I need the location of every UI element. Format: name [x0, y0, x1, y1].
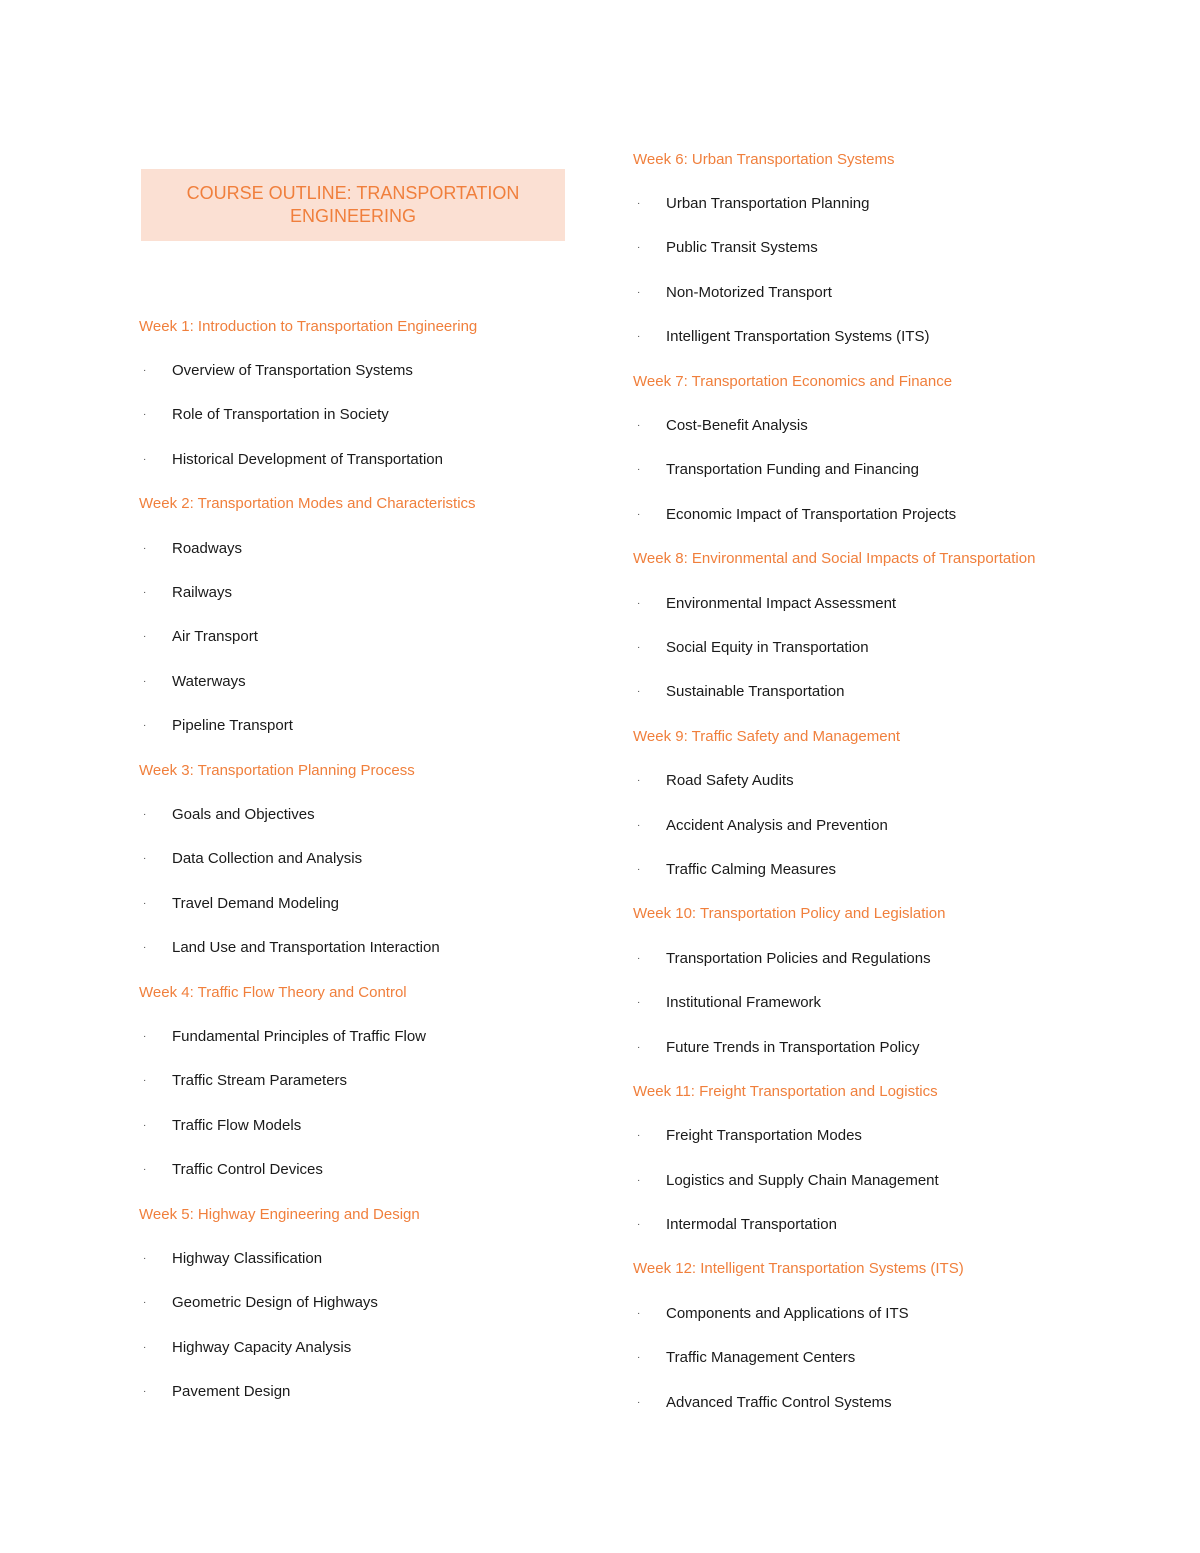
list-item — [139, 393, 477, 437]
list-item-label: Intelligent Transportation Systems (ITS) — [666, 328, 930, 346]
list-item — [139, 615, 477, 659]
week-heading: Week 1: Introduction to Transportation Engineering — [139, 317, 478, 335]
list-item — [633, 1291, 1035, 1335]
list-item — [633, 315, 1035, 359]
bullet-icon: · — [637, 508, 641, 520]
list-item-label: Overview of Transportation Systems — [172, 362, 413, 380]
bullet-icon: · — [143, 453, 147, 465]
bullet-icon: · — [143, 409, 147, 421]
bullet-icon: · — [637, 464, 641, 476]
list-item — [139, 1236, 477, 1280]
list-item — [633, 1202, 1035, 1246]
list-item — [633, 936, 1035, 980]
list-item-label: Components and Applications of ITS — [666, 1304, 909, 1322]
week-section — [633, 137, 1035, 359]
list-item — [633, 803, 1035, 847]
bullet-icon: · — [637, 1041, 641, 1053]
bullet-icon: · — [143, 1075, 147, 1087]
list-item — [633, 448, 1035, 492]
list-item-label: Transportation Policies and Regulations — [666, 949, 931, 967]
list-item-label: Institutional Framework — [666, 994, 822, 1012]
course-title: COURSE OUTLINE: TRANSPORTATION ENGINEERING — [186, 183, 520, 226]
week-heading: Week 12: Intelligent Transportation Systems (ITS) — [633, 1260, 964, 1278]
list-item — [139, 1325, 477, 1369]
week-section — [633, 892, 1035, 1070]
list-item-label: Transportation Funding and Financing — [666, 461, 919, 479]
list-item — [139, 1103, 477, 1147]
list-item-label: Traffic Flow Models — [172, 1116, 302, 1134]
week-section — [139, 304, 477, 482]
bullet-icon: · — [637, 198, 641, 210]
list-item-label: Pipeline Transport — [172, 717, 293, 735]
list-item-label: Logistics and Supply Chain Management — [666, 1171, 939, 1189]
week-section — [633, 1069, 1035, 1247]
bullet-icon: · — [143, 365, 147, 377]
bullet-icon: · — [143, 1386, 147, 1398]
list-item — [633, 1025, 1035, 1069]
list-item — [633, 403, 1035, 447]
list-item — [633, 492, 1035, 536]
left-column — [139, 304, 477, 1414]
bullet-icon: · — [637, 1130, 641, 1142]
bullet-icon: · — [637, 1352, 641, 1364]
bullet-icon: · — [143, 808, 147, 820]
bullet-icon: · — [143, 897, 147, 909]
list-item-label: Sustainable Transportation — [666, 683, 845, 701]
list-item-label: Environmental Impact Assessment — [666, 594, 897, 612]
list-item — [139, 526, 477, 570]
list-item — [633, 1336, 1035, 1380]
week-section — [633, 537, 1035, 715]
list-item-label: Future Trends in Transportation Policy — [666, 1038, 920, 1056]
list-item-label: Highway Capacity Analysis — [172, 1338, 352, 1356]
list-item-label: Advanced Traffic Control Systems — [666, 1393, 892, 1411]
list-item-label: Railways — [172, 584, 233, 602]
list-item — [139, 704, 477, 748]
list-item-label: Social Equity in Transportation — [666, 638, 869, 656]
bullet-icon: · — [637, 952, 641, 964]
week-heading: Week 6: Urban Transportation Systems — [633, 150, 895, 168]
week-heading: Week 10: Transportation Policy and Legislation — [633, 905, 946, 923]
bullet-icon: · — [143, 1119, 147, 1131]
list-item — [633, 226, 1035, 270]
list-item — [139, 1014, 477, 1058]
bullet-icon: · — [143, 1164, 147, 1176]
list-item — [633, 758, 1035, 802]
course-title-box — [141, 169, 565, 241]
list-item — [139, 1369, 477, 1413]
bullet-icon: · — [637, 1396, 641, 1408]
list-item — [633, 581, 1035, 625]
list-item-label: Goals and Objectives — [172, 805, 315, 823]
list-item — [633, 625, 1035, 669]
list-item — [633, 181, 1035, 225]
list-item-label: Traffic Calming Measures — [666, 860, 837, 878]
list-item-label: Land Use and Transportation Interaction — [172, 939, 440, 957]
list-item-label: Role of Transportation in Society — [172, 406, 389, 424]
right-column — [633, 137, 1035, 1424]
week-section — [633, 1247, 1035, 1425]
bullet-icon: · — [637, 641, 641, 653]
list-item-label: Cost-Benefit Analysis — [666, 417, 808, 435]
list-item-label: Accident Analysis and Prevention — [666, 816, 888, 834]
list-item — [139, 570, 477, 614]
bullet-icon: · — [143, 631, 147, 643]
week-heading: Week 11: Freight Transportation and Logistics — [633, 1082, 938, 1100]
bullet-icon: · — [143, 853, 147, 865]
list-item-label: Urban Transportation Planning — [666, 195, 870, 213]
bullet-icon: · — [143, 1030, 147, 1042]
bullet-icon: · — [637, 819, 641, 831]
list-item — [139, 881, 477, 925]
week-heading: Week 4: Traffic Flow Theory and Control — [139, 983, 407, 1001]
list-item — [633, 1380, 1035, 1424]
bullet-icon: · — [637, 331, 641, 343]
list-item-label: Highway Classification — [172, 1249, 323, 1267]
bullet-icon: · — [637, 1219, 641, 1231]
bullet-icon: · — [637, 1307, 641, 1319]
list-item — [139, 1147, 477, 1191]
bullet-icon: · — [143, 542, 147, 554]
bullet-icon: · — [143, 675, 147, 687]
week-section — [139, 748, 477, 970]
list-item — [139, 348, 477, 392]
bullet-icon: · — [637, 242, 641, 254]
list-item-label: Traffic Control Devices — [172, 1161, 323, 1179]
week-heading: Week 5: Highway Engineering and Design — [139, 1205, 420, 1223]
list-item — [139, 437, 477, 481]
bullet-icon: · — [143, 1297, 147, 1309]
week-section — [139, 1192, 477, 1414]
list-item-label: Traffic Management Centers — [666, 1349, 856, 1367]
list-item — [633, 980, 1035, 1024]
bullet-icon: · — [143, 720, 147, 732]
week-heading: Week 3: Transportation Planning Process — [139, 761, 415, 779]
list-item-label: Freight Transportation Modes — [666, 1127, 862, 1145]
list-item-label: Intermodal Transportation — [666, 1216, 837, 1234]
list-item-label: Historical Development of Transportation — [172, 450, 443, 468]
week-section — [139, 970, 477, 1192]
list-item-label: Road Safety Audits — [666, 772, 794, 790]
list-item-label: Data Collection and Analysis — [172, 850, 363, 868]
list-item-label: Geometric Design of Highways — [172, 1294, 378, 1312]
week-section — [139, 482, 477, 748]
list-item-label: Pavement Design — [172, 1383, 291, 1401]
week-heading: Week 8: Environmental and Social Impacts of Transportation — [633, 550, 1036, 568]
list-item — [633, 1114, 1035, 1158]
list-item-label: Economic Impact of Transportation Projects — [666, 505, 957, 523]
list-item-label: Roadways — [172, 539, 243, 557]
bullet-icon: · — [637, 775, 641, 787]
list-item — [139, 925, 477, 969]
list-item — [139, 792, 477, 836]
list-item — [633, 847, 1035, 891]
list-item-label: Non-Motorized Transport — [666, 283, 832, 301]
list-item-label: Traffic Stream Parameters — [172, 1072, 348, 1090]
bullet-icon: · — [143, 1252, 147, 1264]
list-item — [633, 270, 1035, 314]
bullet-icon: · — [637, 997, 641, 1009]
bullet-icon: · — [143, 942, 147, 954]
bullet-icon: · — [637, 420, 641, 432]
list-item — [139, 837, 477, 881]
week-section — [633, 714, 1035, 892]
bullet-icon: · — [637, 863, 641, 875]
list-item-label: Waterways — [172, 672, 246, 690]
list-item-label: Air Transport — [172, 628, 258, 646]
bullet-icon: · — [637, 686, 641, 698]
list-item — [139, 1281, 477, 1325]
list-item-label: Fundamental Principles of Traffic Flow — [172, 1027, 426, 1045]
list-item — [139, 1059, 477, 1103]
bullet-icon: · — [143, 587, 147, 599]
bullet-icon: · — [637, 1174, 641, 1186]
week-section — [633, 359, 1035, 537]
week-heading: Week 7: Transportation Economics and Finance — [633, 372, 953, 390]
bullet-icon: · — [637, 286, 641, 298]
list-item — [139, 659, 477, 703]
week-heading: Week 9: Traffic Safety and Management — [633, 727, 901, 745]
list-item — [633, 670, 1035, 714]
week-heading: Week 2: Transportation Modes and Characteristics — [139, 495, 476, 513]
list-item-label: Public Transit Systems — [666, 239, 818, 257]
bullet-icon: · — [637, 597, 641, 609]
list-item-label: Travel Demand Modeling — [172, 894, 340, 912]
list-item — [633, 1158, 1035, 1202]
bullet-icon: · — [143, 1341, 147, 1353]
